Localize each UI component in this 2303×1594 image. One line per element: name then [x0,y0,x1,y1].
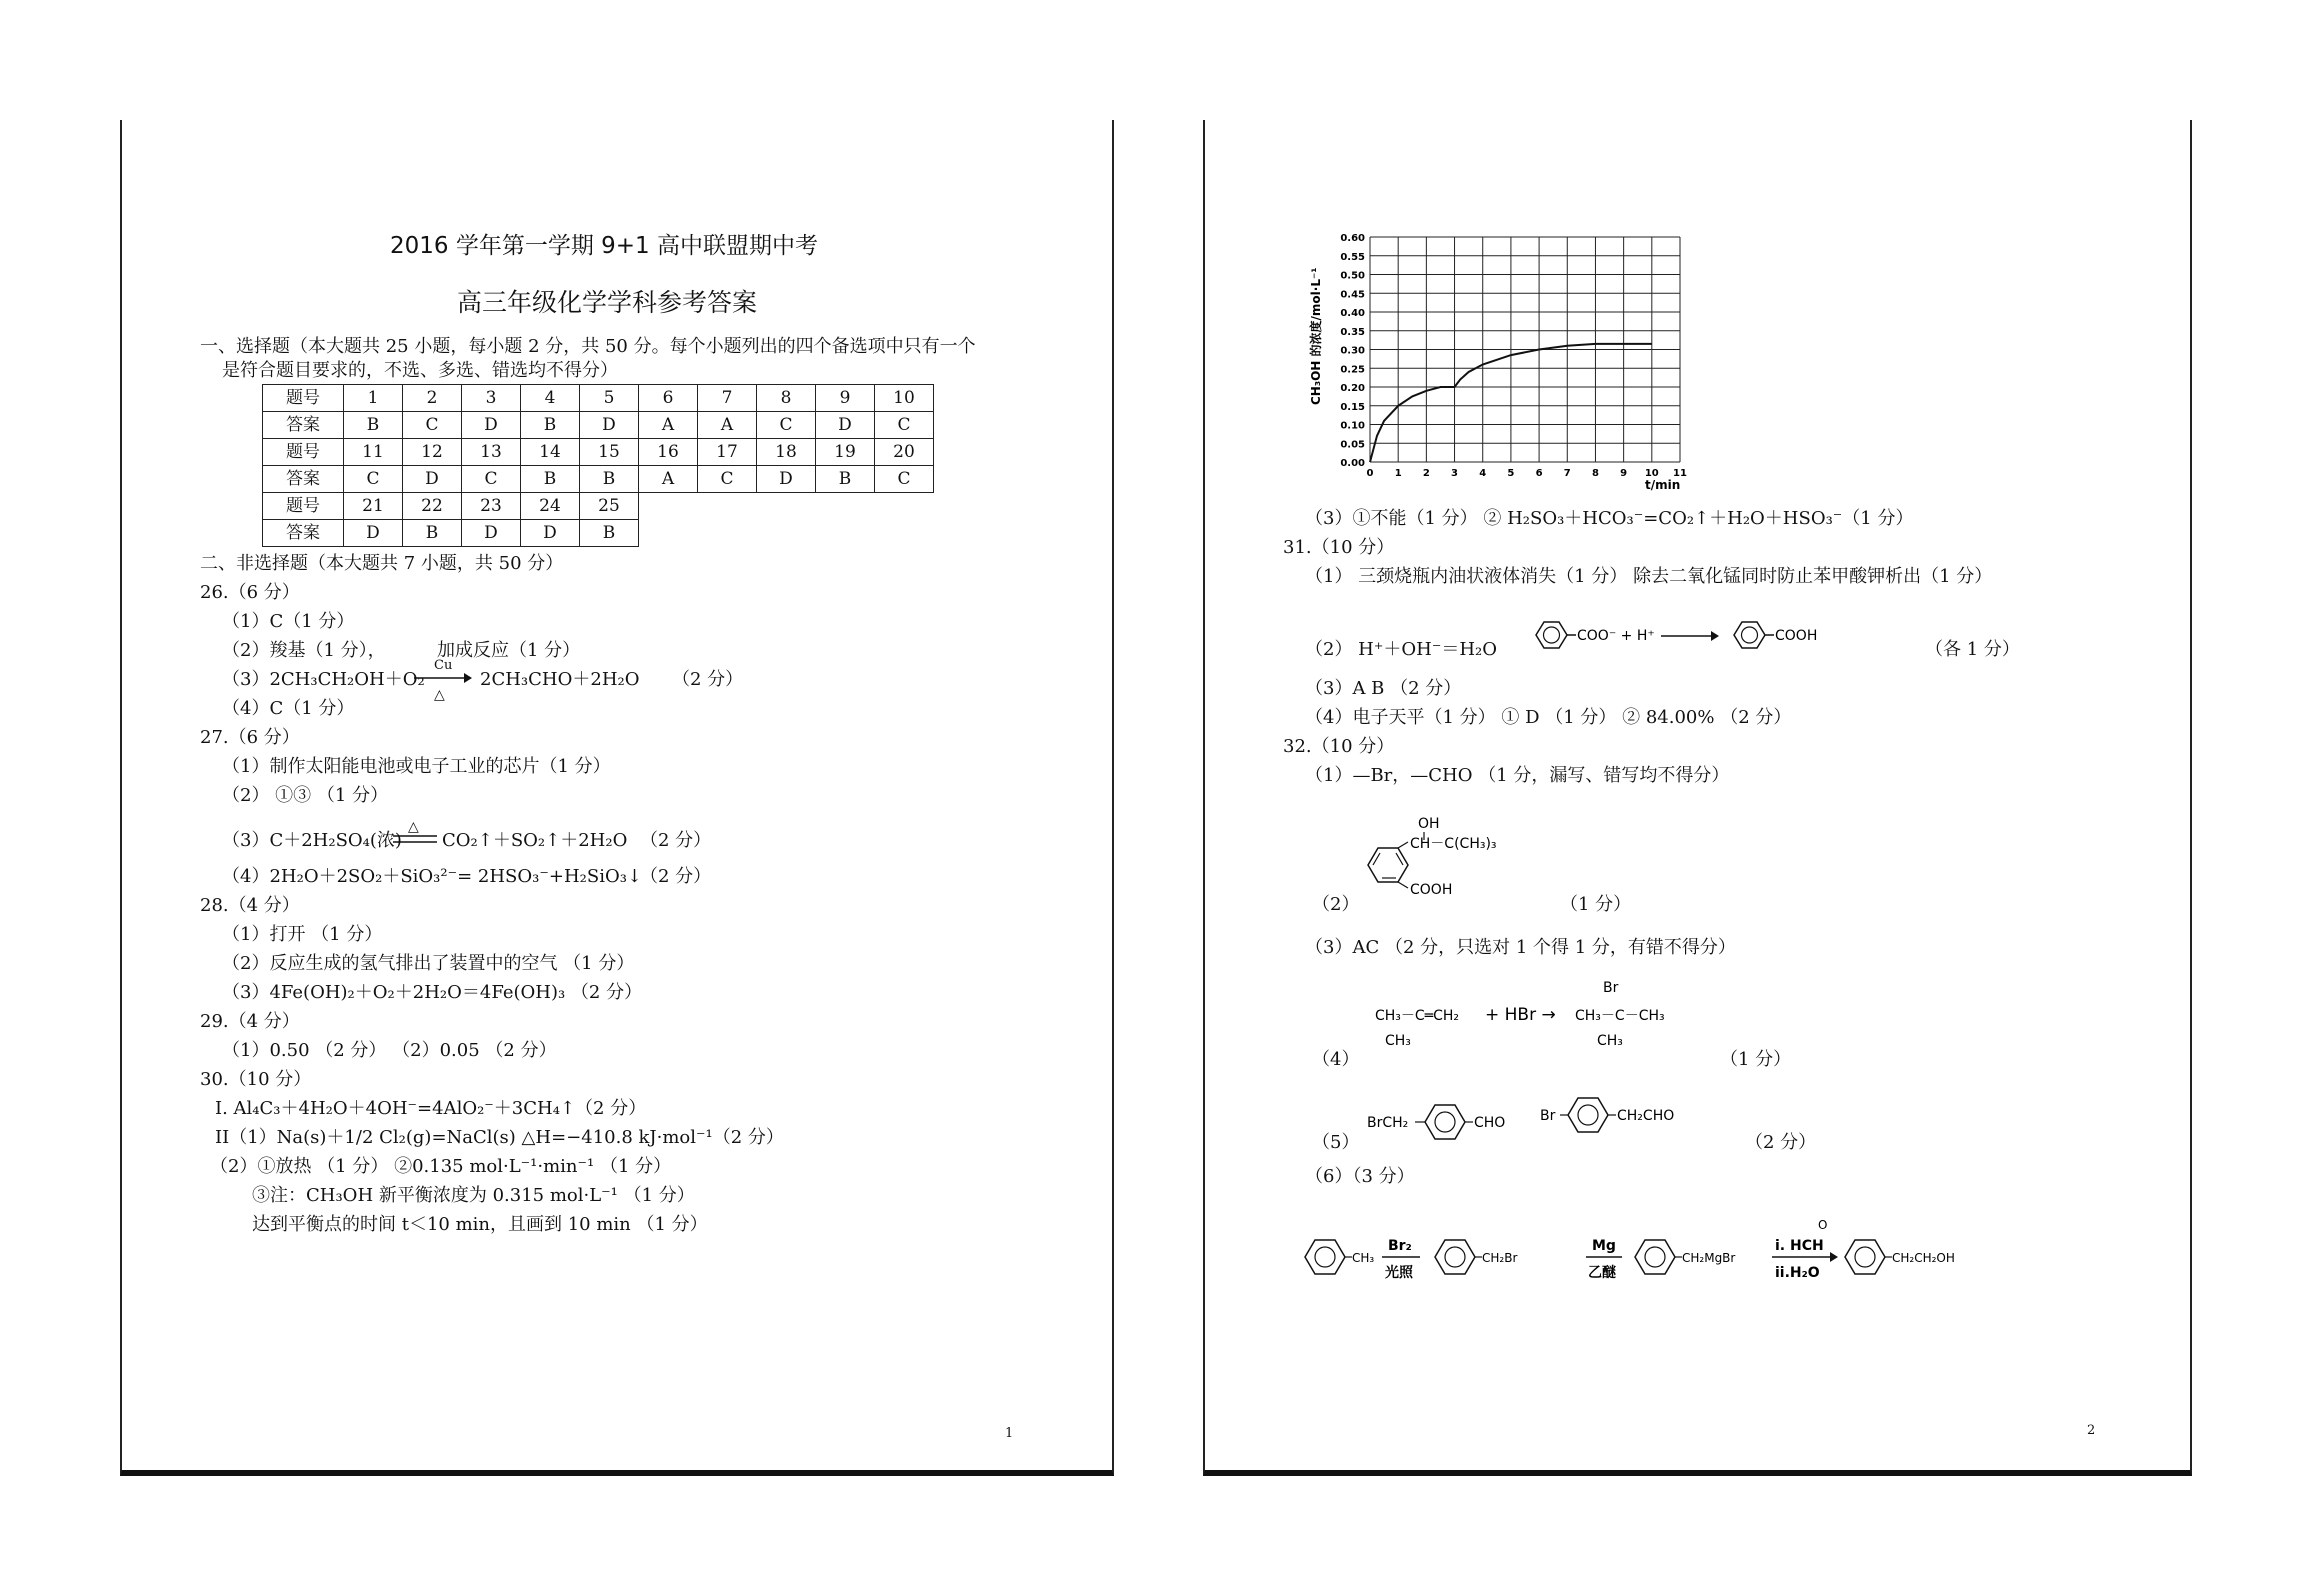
answer-header: 答案 [263,412,344,439]
answer-cell: C [462,466,521,493]
phenylethanol-label: CH₂CH₂OH [1892,1251,1955,1265]
q32-label-2: （2） [1312,894,1360,915]
bromine-label: Br [1603,980,1619,996]
question-number: 22 [403,493,462,520]
answer-cell: A [698,412,757,439]
reagent-magnesium: Mg [1592,1238,1616,1254]
y-tick-label: 0.35 [1340,326,1365,338]
y-tick-label: 0.20 [1340,383,1365,394]
q26-answer-3: （3）2CH₃CH₂OH＋O₂ [222,669,425,690]
solvent-ether: 乙醚 [1588,1265,1616,1281]
q31-answer-3: （3）A B （2 分） [1305,678,1462,699]
q26-score-3: （2 分） [672,669,744,690]
carboxylic-acid-label: COOH [1775,628,1818,644]
question-header: 题号 [263,385,344,412]
x-axis-label: t/min [1645,478,1681,492]
ethanal-label: CH₂CHO [1617,1108,1675,1124]
question-number: 12 [403,439,462,466]
question-number: 14 [521,439,580,466]
q32-label-4: （4） [1312,1049,1360,1070]
q32-label-5: （5） [1312,1132,1360,1153]
q27-answer-4: （4）2H₂O＋2SO₂＋SiO₃²⁻= 2HSO₃⁻+H₂SiO₃↓ [222,866,643,887]
equals-sign [393,834,437,844]
x-tick-label: 2 [1422,468,1430,479]
q31-answer-1: （1） 三颈烧瓶内油状液体消失（1 分） 除去二氧化锰同时防止苯甲酸钾析出（1 分） [1305,566,1993,587]
reagent-formaldehyde: i. HCH [1775,1238,1824,1254]
benzene-ring-icon [1435,1240,1475,1274]
x-tick-label: 0 [1366,468,1374,479]
q28-heading: 28.（4 分） [200,895,300,916]
answer-row-1 [263,412,934,439]
page-number: 2 [2087,1423,2096,1438]
x-tick-label: 11 [1673,468,1687,479]
answer-cell: B [816,466,875,493]
question-number: 25 [580,493,639,520]
q32-answer-6: （6）（3 分） [1305,1166,1415,1187]
question-number: 4 [521,385,580,412]
question-number: 18 [757,439,816,466]
question-header: 题号 [263,493,344,520]
q28-answer-3: （3）4Fe(OH)₂＋O₂＋2H₂O＝4Fe(OH)₃ （2 分） [222,982,643,1003]
answer-cell: B [403,520,462,547]
alkene-label: CH₃－C═CH₂ [1375,1008,1460,1024]
document-title: 2016 学年第一学期 9+1 高中联盟期中考 [390,233,819,259]
x-tick-label: 9 [1620,468,1628,479]
hbr-label: + HBr → [1485,1005,1556,1025]
q30-answer-3-cont: （3）①不能（1 分） ② H₂SO₃＋HCO₃⁻=CO₂↑＋H₂O＋HSO₃⁻（1 分） [1305,508,1914,529]
question-number: 6 [639,385,698,412]
q29-heading: 29.（4 分） [200,1011,300,1032]
answer-cell: D [462,520,521,547]
question-number: 17 [698,439,757,466]
question-row-3 [263,493,934,520]
q32-answer-3: （3）AC （2 分，只选对 1 个得 1 分，有错不得分） [1305,937,1736,958]
x-tick-label: 4 [1479,468,1487,479]
answer-cell: C [403,412,462,439]
x-tick-label: 10 [1644,468,1659,479]
question-header: 题号 [263,439,344,466]
y-axis-label: CH₃OH 的浓度/mol·L⁻¹ [1309,267,1323,405]
question-number: 1 [344,385,403,412]
question-number: 16 [639,439,698,466]
q27-score-3: （2 分） [640,830,712,851]
y-tick-label: 0.50 [1340,270,1365,282]
q32-score-2: （1 分） [1560,894,1632,915]
question-number: 8 [757,385,816,412]
aromatic-circle-icon [1544,627,1560,643]
benzene-ring-icon [1368,848,1408,882]
q31-score-2: （各 1 分） [1925,639,2020,660]
question-number: 20 [875,439,934,466]
answer-cell: D [344,520,403,547]
carboxyl-label: COOH [1410,882,1453,898]
question-row-1 [263,385,934,412]
y-tick-label: 0.05 [1340,439,1365,451]
aromatic-circle-icon [1855,1247,1875,1267]
question-number: 15 [580,439,639,466]
q32-answer-1: （1）—Br，—CHO （1 分，漏写、错写均不得分） [1305,765,1730,786]
question-number: 2 [403,385,462,412]
answer-header: 答案 [263,520,344,547]
x-tick-label: 7 [1563,468,1571,479]
q30-answer-3b: 达到平衡点的时间 t＜10 min，且画到 10 min （1 分） [252,1214,708,1235]
carboxylate-label: COO⁻ + H⁺ [1577,628,1655,644]
benzene-ring-icon [1734,622,1765,648]
q32-structure-2 [1358,810,1558,910]
answer-row-3 [263,520,934,547]
section1-instructions-cont: 是符合题目要求的，不选、多选、错选均不得分） [222,360,618,381]
benzene-ring-icon [1425,1105,1465,1139]
y-tick-label: 0.40 [1340,308,1365,319]
q31-answer-4: （4）电子天平（1 分） ① D （1 分） ② 84.00% （2 分） [1305,707,1792,728]
question-number: 5 [580,385,639,412]
question-number: 19 [816,439,875,466]
q27-heading: 27.（6 分） [200,727,300,748]
grignard-label: CH₂MgBr [1682,1251,1736,1265]
question-number: 11 [344,439,403,466]
question-number: 23 [462,493,521,520]
q26-answer-3b: 2CH₃CHO＋2H₂O [480,669,640,690]
x-tick-label: 5 [1507,468,1515,479]
q27-answer-1: （1）制作太阳能电池或电子工业的芯片（1 分） [222,756,611,777]
answer-cell: B [580,520,639,547]
question-number: 24 [521,493,580,520]
q31-heading: 31.（10 分） [1283,537,1395,558]
q27-answer-3: （3）C＋2H₂SO₄(浓) [222,830,402,851]
y-tick-label: 0.15 [1340,401,1365,413]
answer-cell: B [344,412,403,439]
q30-answer-2: （2）①放热 （1 分） ②0.135 mol·L⁻¹·min⁻¹ （1 分） [210,1156,672,1177]
q30-part-II: II（1）Na(s)＋1/2 Cl₂(g)=NaCl(s) △H=−410.8 kJ·mol⁻¹（2 分） [215,1127,784,1148]
answer-cell: D [521,520,580,547]
benzene-ring-icon [1635,1240,1675,1274]
hydrolysis-step: ii.H₂O [1775,1265,1820,1281]
y-tick-label: 0.55 [1340,251,1365,263]
methyl-label: CH₃ [1385,1033,1411,1049]
q26-answer-2b: 加成反应（1 分） [437,640,581,661]
answer-cell: C [875,412,934,439]
benzyl-bromide-label: CH₂Br [1482,1251,1518,1265]
q26-heading: 26.（6 分） [200,582,300,603]
aromatic-circle-icon [1742,627,1758,643]
answer-cell: D [462,412,521,439]
q30-heading: 30.（10 分） [200,1069,312,1090]
answer-cell: D [816,412,875,439]
x-tick-label: 1 [1394,468,1402,479]
question-number: 7 [698,385,757,412]
benzene-ring-icon [1305,1240,1345,1274]
answer-cell: C [875,466,934,493]
aromatic-circle-icon [1315,1247,1335,1267]
y-tick-label: 0.30 [1340,345,1365,357]
y-tick-label: 0.45 [1340,289,1365,301]
reagent-bromine: Br₂ [1388,1238,1412,1254]
aromatic-circle-icon [1445,1247,1465,1267]
chart-grid [1370,237,1680,462]
y-tick-label: 0.25 [1340,364,1365,376]
q26-answer-2: （2）羧基（1 分）， [222,640,386,661]
q26-answer-4: （4）C（1 分） [222,698,355,719]
q28-answer-1: （1）打开 （1 分） [222,924,383,945]
question-row-2 [263,439,934,466]
benzene-ring-icon [1845,1240,1885,1274]
section2-heading: 二、非选择题（本大题共 7 小题，共 50 分） [200,553,564,574]
page-number: 1 [1005,1426,1014,1441]
y-tick-label: 0.10 [1340,420,1365,432]
q32-equation-4 [1370,975,1700,1055]
catalyst-label: Cu [434,658,453,673]
answer-cell: D [403,466,462,493]
question-number: 3 [462,385,521,412]
q26-answer-1: （1）C（1 分） [222,611,355,632]
q32-structures-5 [1365,1090,1715,1145]
answer-row-2 [263,466,934,493]
question-number: 21 [344,493,403,520]
answer-cell: A [639,466,698,493]
question-number: 10 [875,385,934,412]
heat-symbol: △ [434,687,445,703]
bromomethyl-label: BrCH₂ [1367,1115,1409,1131]
answer-cell: B [521,466,580,493]
answer-cell: C [344,466,403,493]
question-number: 9 [816,385,875,412]
neutralization-equation [1526,610,1856,660]
q32-heading: 32.（10 分） [1283,736,1395,757]
q30-part-I: I. Al₄C₃＋4H₂O＋4OH⁻=4AlO₂⁻＋3CH₄↑（2 分） [215,1098,647,1119]
aromatic-circle-icon [1435,1112,1455,1132]
q31-answer-2: （2） H⁺＋OH⁻＝H₂O [1305,639,1497,660]
x-tick-label: 3 [1451,468,1459,479]
x-tick-label: 6 [1535,468,1543,479]
answer-cell: C [757,412,816,439]
chart-ticks [1340,233,1687,479]
aromatic-circle-icon [1578,1105,1598,1125]
bromoalkane-label: CH₃－C－CH₃ [1575,1008,1665,1024]
benzene-ring-icon [1536,622,1567,648]
y-tick-label: 0.00 [1340,458,1365,469]
methyl-label: CH₃ [1597,1033,1623,1049]
side-chain-label: CH－C(CH₃)₃ [1410,836,1497,852]
reaction-arrow [414,672,472,684]
methyl-label: CH₃ [1352,1251,1375,1265]
aldehyde-label: CHO [1474,1115,1506,1131]
bromo-label: Br [1540,1108,1556,1124]
answer-cell: C [698,466,757,493]
concentration-chart [1300,225,1700,500]
q27-answer-3b: CO₂↑＋SO₂↑＋2H₂O [442,830,628,851]
aromatic-circle-icon [1645,1247,1665,1267]
q28-answer-2: （2）反应生成的氢气排出了装置中的空气 （1 分） [222,953,635,974]
benzene-ring-icon [1568,1098,1608,1132]
q32-score-4: （1 分） [1720,1049,1792,1070]
heat-symbol: △ [408,819,419,835]
x-tick-label: 8 [1591,468,1599,479]
q27-score-4: （2 分） [640,866,712,887]
q27-answer-2: （2） ①③ （1 分） [222,785,389,806]
answer-cell: A [639,412,698,439]
answer-cell: D [580,412,639,439]
carbonyl-oxygen-label: O [1818,1218,1828,1232]
q32-score-5: （2 分） [1745,1132,1817,1153]
q29-answers: （1）0.50 （2 分） （2）0.05 （2 分） [222,1040,557,1061]
answer-cell: D [757,466,816,493]
document-subtitle: 高三年级化学学科参考答案 [457,288,758,317]
q30-answer-3a: ③注：CH₃OH 新平衡浓度为 0.315 mol·L⁻¹ （1 分） [252,1185,695,1206]
question-number: 13 [462,439,521,466]
condition-light: 光照 [1385,1265,1413,1281]
section1-instructions: 一、选择题（本大题共 25 小题，每小题 2 分，共 50 分。每个小题列出的四个备选项中只有一个 [200,336,976,357]
answer-cell: B [521,412,580,439]
hydroxyl-label: OH [1418,816,1440,832]
synthesis-route [1300,1215,2000,1290]
y-tick-label: 0.60 [1340,233,1365,244]
answer-table [262,384,934,547]
answer-header: 答案 [263,466,344,493]
answer-cell: B [580,466,639,493]
